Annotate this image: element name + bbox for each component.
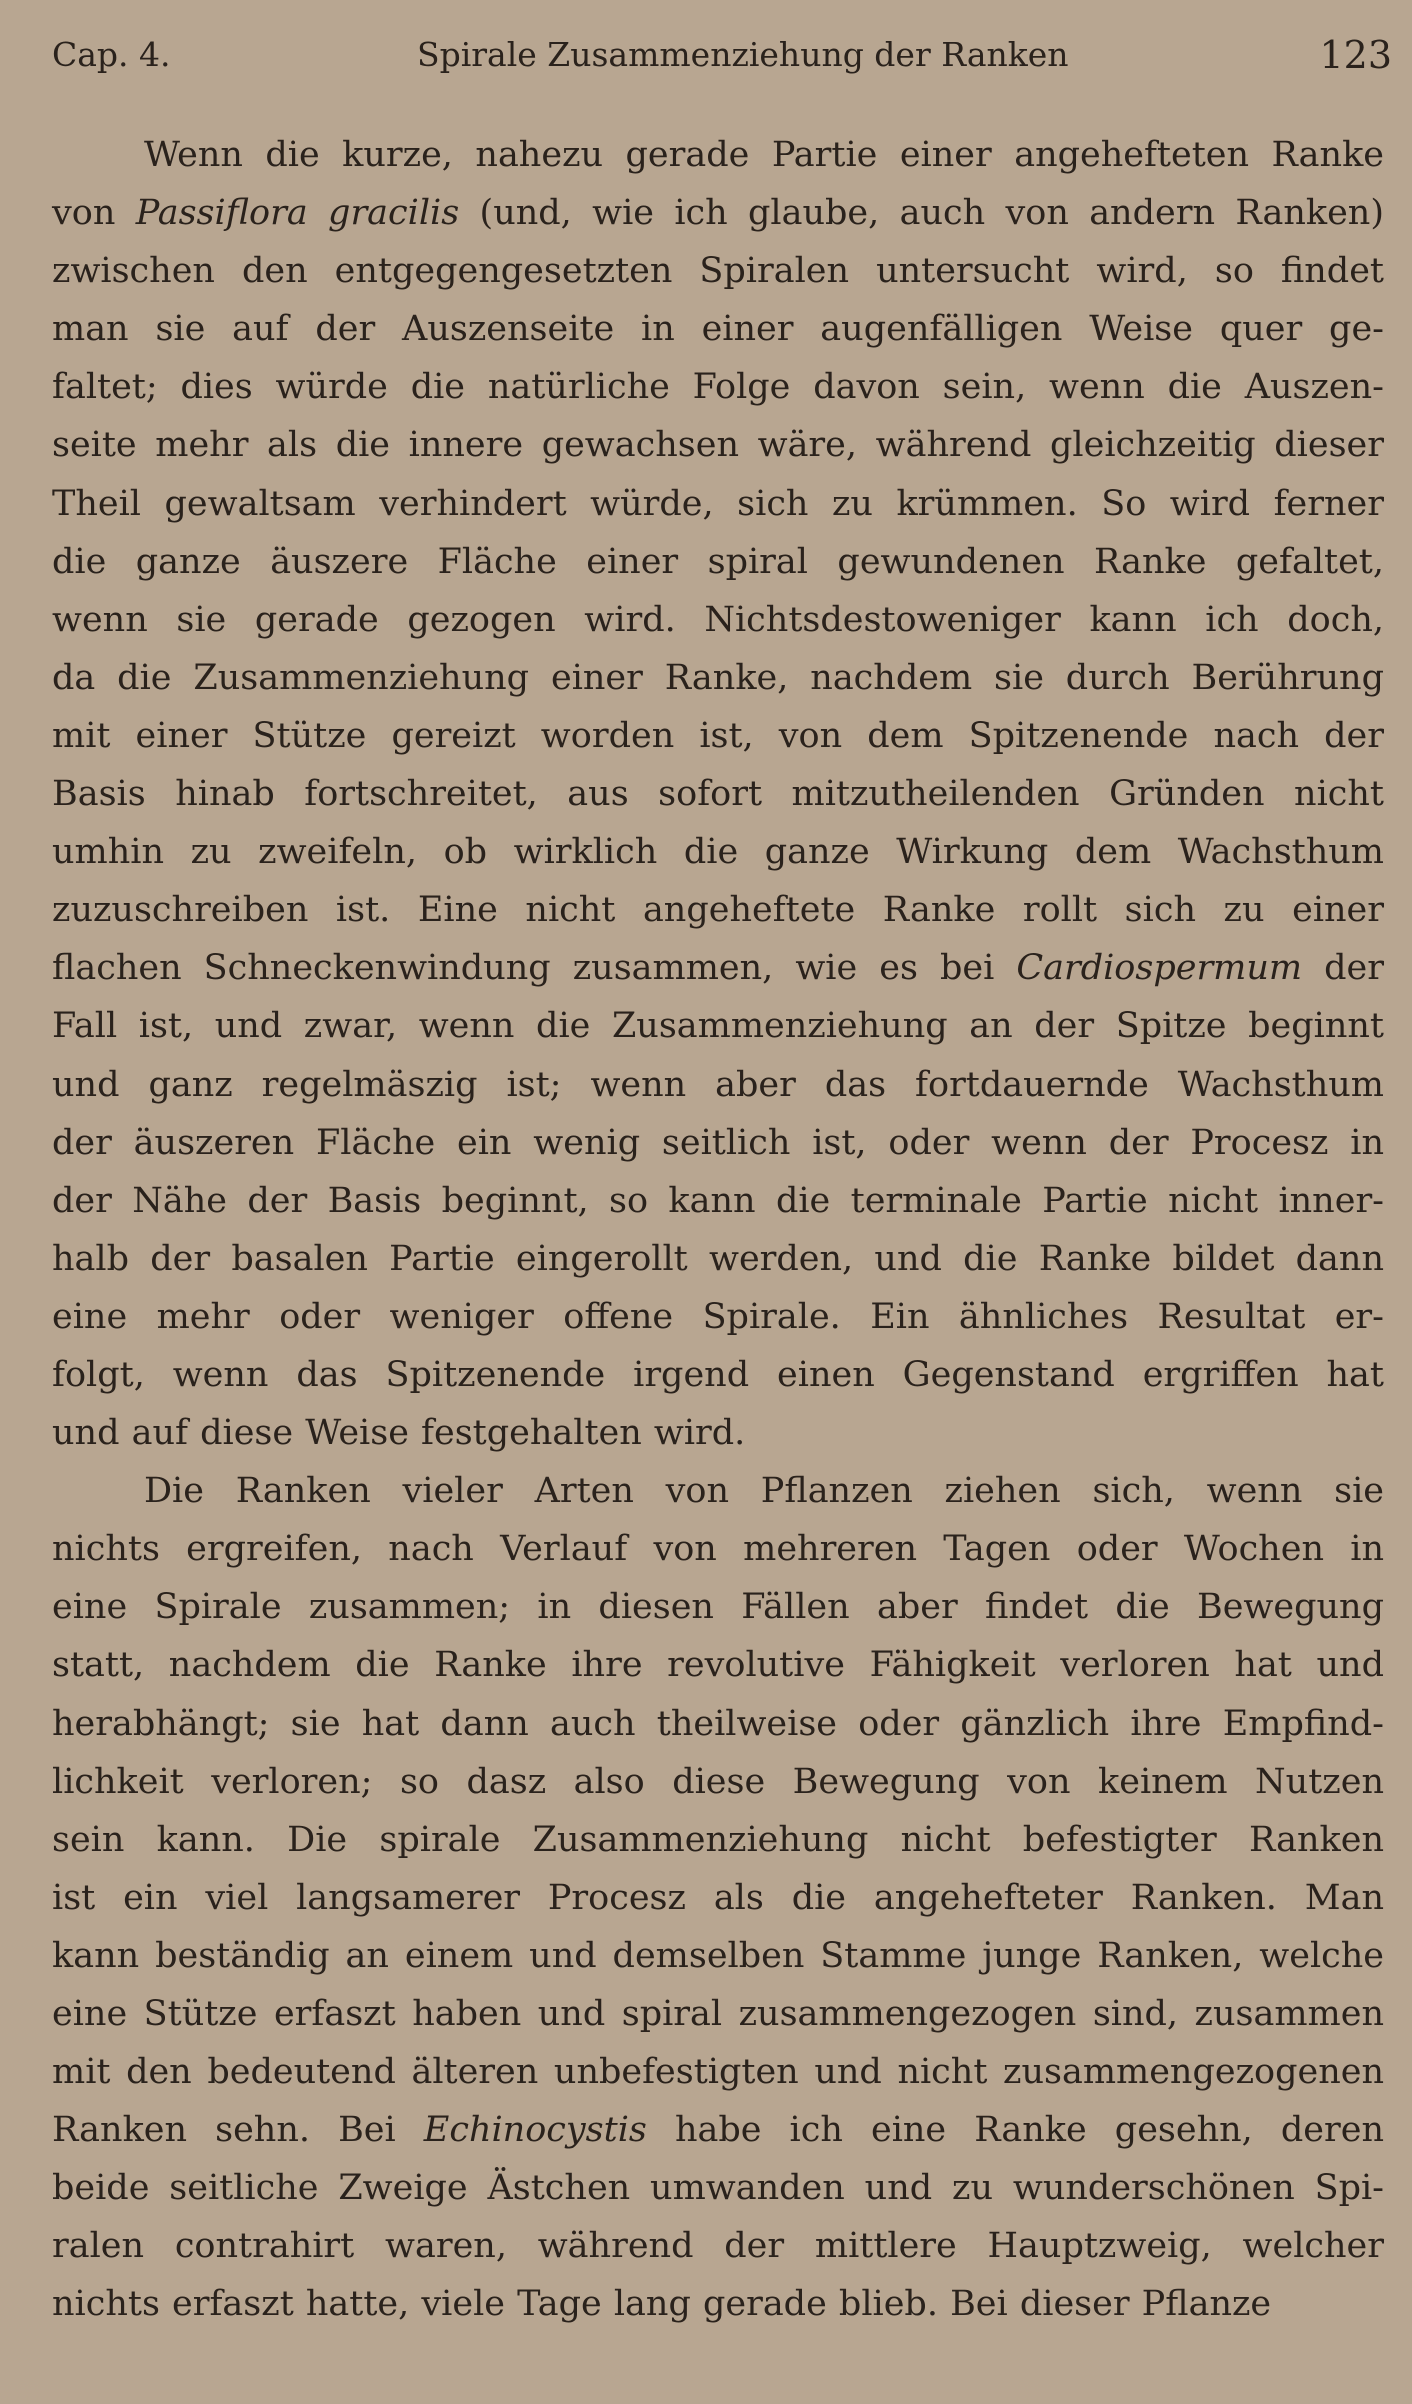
text-run: habe ich eine Ranke gesehn, deren [646,2110,1384,2151]
text-line: der Nähe der Basis beginnt, so kann die terminale Partie nicht inner- [52,1180,1384,1221]
text-line: man sie auf der Auszenseite in einer augenfälligen Weise quer ge- [52,309,1384,350]
text-line: zwischen den entgegengesetzten Spiralen untersucht wird, so findet [52,251,1384,292]
page-number: 123 [1319,33,1392,77]
text-line: zuzuschreiben ist. Eine nicht angeheftete Ranke rollt sich zu einer [52,890,1384,931]
text-line: die ganze äuszere Fläche einer spiral gewundenen Ranke gefaltet, [52,541,1384,582]
italic-taxon: Passiflora gracilis [135,193,460,234]
text-line: sein kann. Die spirale Zusammenziehung nicht befestigter Ranken [52,1819,1384,1860]
text-run: Ranken sehn. Bei [52,2110,424,2151]
paragraph [52,126,1384,1462]
text-run: der [1302,948,1384,989]
text-line: beide seitliche Zweige Ästchen umwanden und zu wunderschönen Spi- [52,2168,1384,2209]
text-run: von [52,193,136,234]
text-line: ist ein viel langsamerer Procesz als die angehefteter Ranken. Man [52,1877,1384,1918]
page-body [52,126,1384,2334]
running-header [52,30,1392,80]
text-line: eine Stütze erfaszt haben und spiral zusammengezogen sind, zusammen [52,1994,1384,2034]
text-line: eine Spirale zusammen; in diesen Fällen aber findet die Bewegung [52,1587,1384,1628]
text-line: der äuszeren Fläche ein wenig seitlich ist, oder wenn der Procesz in [52,1122,1384,1163]
text-line: Fall ist, und zwar, wenn die Zusammenziehung an der Spitze beginnt [52,1006,1384,1047]
text-line: wenn sie gerade gezogen wird. Nichtsdestoweniger kann ich doch, [52,599,1384,640]
text-run: (und, wie ich glaube, auch von andern Ranken) [459,193,1385,234]
text-line: Wenn die kurze, nahezu gerade Partie einer angehefteten Ranke [144,135,1384,175]
text-line: faltet; dies würde die natürliche Folge davon sein, wenn die Auszen- [52,367,1384,408]
text-line: nichts ergreifen, nach Verlauf von mehreren Tagen oder Wochen in [52,1529,1384,1570]
text-line: umhin zu zweifeln, ob wirklich die ganze Wirkung dem Wachsthum [52,832,1384,873]
text-run: flachen Schneckenwindung zusammen, wie es bei [52,948,1017,989]
text-line: herabhängt; sie hat dann auch theilweise oder gänzlich ihre Empfind- [52,1703,1384,1744]
text-line: halb der basalen Partie eingerollt werden, und die Ranke bildet dann [52,1238,1384,1279]
italic-taxon: Echinocystis [423,2110,647,2151]
text-line: statt, nachdem die Ranke ihre revolutive Fähigkeit verloren hat und [52,1645,1384,1686]
text-line: lichkeit verloren; so dasz also diese Bewegung von keinem Nutzen [52,1761,1384,1802]
text-line: folgt, wenn das Spitzenende irgend einen Gegenstand ergriffen hat [52,1354,1384,1395]
running-title: Spirale Zusammenziehung der Ranken [417,35,1069,74]
text-line: da die Zusammenziehung einer Ranke, nachdem sie durch Berührung [52,657,1384,698]
text-line: mit den bedeutend älteren unbefestigten und nicht zusammengezogenen [52,2052,1384,2093]
text-line: Basis hinab fortschreitet, aus sofort mitzutheilenden Gründen nicht [52,774,1384,815]
text-line: und ganz regelmäszig ist; wenn aber das fortdauernde Wachsthum [52,1064,1384,1105]
text-line: seite mehr als die innere gewachsen wäre, während gleichzeitig dieser [52,425,1384,466]
chapter-label: Cap. 4. [52,35,171,74]
text-line [52,2101,1384,2159]
text-line: mit einer Stütze gereizt worden ist, von dem Spitzenende nach der [52,715,1384,756]
text-line [52,939,1384,997]
text-line: nichts erfaszt hatte, viele Tage lang gerade blieb. Bei dieser Pflanze [52,2284,1272,2325]
paragraph [52,1462,1384,2333]
text-line: ralen contrahirt waren, während der mittlere Hauptzweig, welcher [52,2226,1384,2267]
text-line: kann beständig an einem und demselben Stamme junge Ranken, welche [52,1935,1384,1976]
text-line: Die Ranken vieler Arten von Pflanzen ziehen sich, wenn sie [144,1471,1384,1512]
text-line [52,184,1384,242]
italic-taxon: Cardiospermum [1016,948,1303,989]
text-line: und auf diese Weise festgehalten wird. [52,1413,746,1454]
text-line: Theil gewaltsam verhindert würde, sich zu krümmen. So wird ferner [52,483,1384,524]
text-line: eine mehr oder weniger offene Spirale. Ein ähnliches Resultat er- [52,1296,1384,1337]
